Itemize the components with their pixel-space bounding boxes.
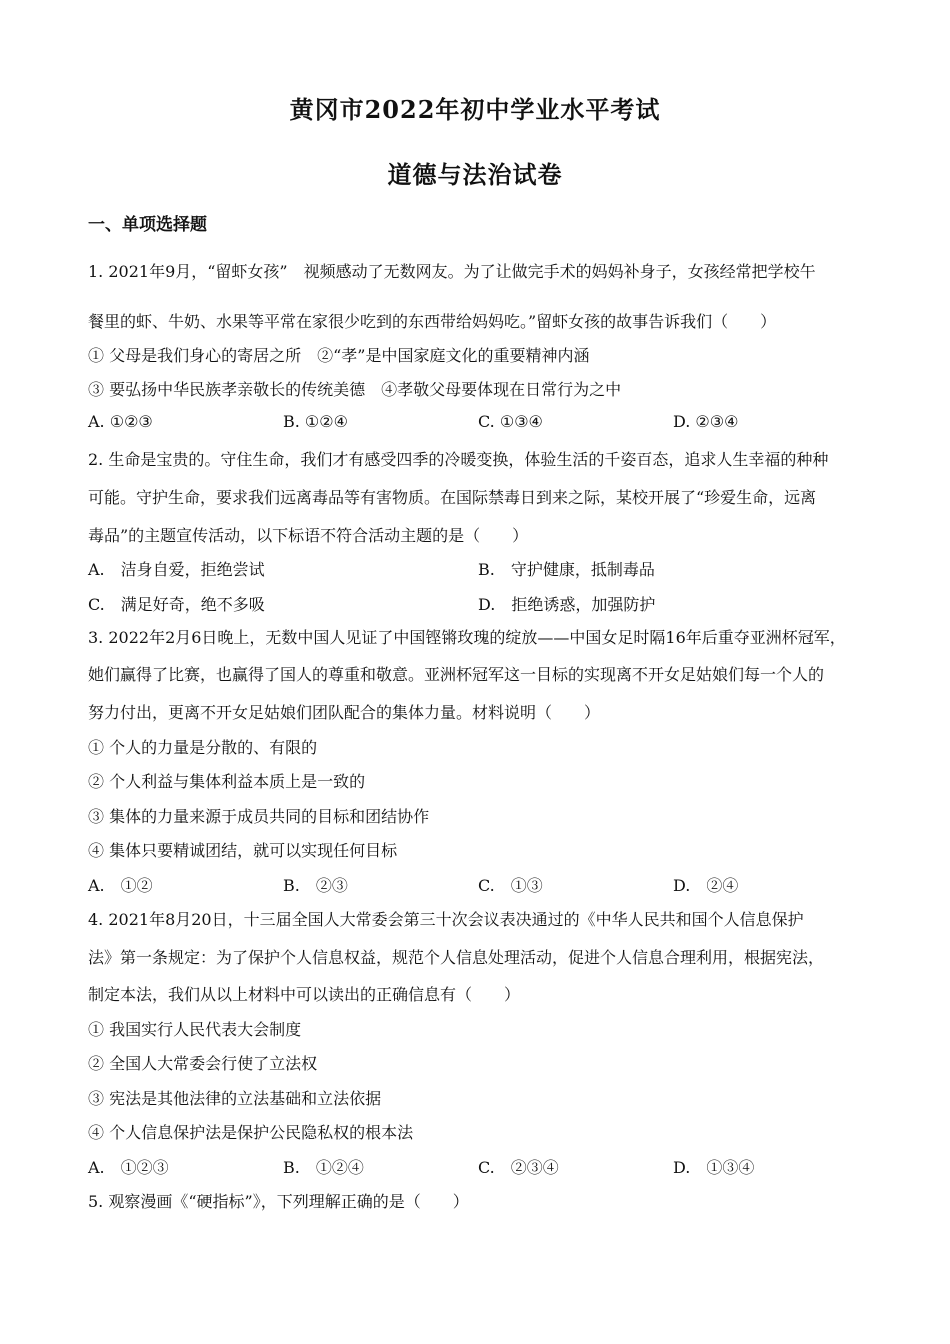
- q4-stem-line2: 法》第一条规定：为了保护个人信息权益，规范个人信息处理活动，促进个人信息合理利用，根据宪法，: [88, 948, 825, 967]
- q4-option-b[interactable]: B. ①②④: [283, 1158, 364, 1177]
- q4-options: [88, 1155, 868, 1178]
- section-heading: 一、单项选择题: [88, 215, 207, 235]
- q2-option-c[interactable]: C. 满足好奇，绝不多吸: [88, 595, 265, 614]
- q5-stem-line1: 5. 观察漫画《“硬指标”》，下列理解正确的是（ ）: [88, 1192, 469, 1211]
- q2-stem-line2: 可能。守护生命，要求我们远离毒品等有害物质。在国际禁毒日到来之际，某校开展了“珍爱生命，远离: [88, 488, 817, 507]
- q1-option-c[interactable]: C. ①③④: [478, 412, 543, 431]
- q2-options-row1: [88, 557, 868, 580]
- q3-stem-line1: 3. 2022年2月6日晚上，无数中国人见证了中国铿锵玫瑰的绽放——中国女足时隔16年后重夺亚洲杯冠军，: [88, 628, 846, 647]
- q3-option-a[interactable]: A. ①②: [88, 876, 153, 895]
- q1-stem-line2: 餐里的虾、牛奶、水果等平常在家很少吃到的东西带给妈妈吃。”留虾女孩的故事告诉我们（ ）: [88, 312, 777, 331]
- q4-option-d[interactable]: D. ①③④: [673, 1158, 755, 1177]
- q3-option-b[interactable]: B. ②③: [283, 876, 348, 895]
- q1-statement-2: ③ 要弘扬中华民族孝亲敬长的传统美德 ④孝敬父母要体现在日常行为之中: [88, 380, 622, 399]
- q3-option-d[interactable]: D. ②④: [673, 876, 739, 895]
- q1-statement-1: ① 父母是我们身心的寄居之所 ②“孝”是中国家庭文化的重要精神内涵: [88, 346, 590, 365]
- q1-options: [88, 412, 868, 431]
- q3-stem-line3: 努力付出，更离不开女足姑娘们团队配合的集体力量。材料说明（ ）: [88, 703, 601, 722]
- q3-statement-4: ④ 集体只要精诚团结，就可以实现任何目标: [88, 841, 398, 860]
- q3-option-c[interactable]: C. ①③: [478, 876, 543, 895]
- q3-statement-2: ② 个人利益与集体利益本质上是一致的: [88, 772, 366, 791]
- q4-statement-3: ③ 宪法是其他法律的立法基础和立法依据: [88, 1089, 382, 1108]
- q1-option-d[interactable]: D. ②③④: [673, 412, 739, 431]
- exam-title: 黄冈市2022年初中学业水平考试: [289, 95, 661, 124]
- q3-options: [88, 873, 868, 896]
- q4-option-a[interactable]: A. ①②③: [88, 1158, 169, 1177]
- q3-statement-3: ③ 集体的力量来源于成员共同的目标和团结协作: [88, 807, 430, 826]
- q2-stem-line3: 毒品”的主题宣传活动，以下标语不符合活动主题的是（ ）: [88, 526, 529, 545]
- q2-option-a[interactable]: A. 洁身自爱，拒绝尝试: [88, 560, 265, 579]
- q2-options-row2: [88, 592, 868, 615]
- q3-stem-line2: 她们赢得了比赛，也赢得了国人的尊重和敬意。亚洲杯冠军这一目标的实现离不开女足姑娘们每一个人的: [88, 665, 825, 684]
- q4-stem-line1: 4. 2021年8月20日，十三届全国人大常委会第三十次会议表决通过的《中华人民共和国个人信息保护: [88, 910, 804, 929]
- q4-statement-4: ④ 个人信息保护法是保护公民隐私权的根本法: [88, 1123, 414, 1142]
- q2-option-b[interactable]: B. 守护健康，抵制毒品: [478, 560, 655, 579]
- exam-subtitle: 道德与法治试卷: [387, 160, 563, 189]
- q2-stem-line1: 2. 生命是宝贵的。守住生命，我们才有感受四季的冷暖变换，体验生活的千姿百态，追求人生幸福的种种: [88, 450, 829, 469]
- q4-option-c[interactable]: C. ②③④: [478, 1158, 559, 1177]
- q2-option-d[interactable]: D. 拒绝诱惑，加强防护: [478, 595, 656, 614]
- q1-option-a[interactable]: A. ①②③: [88, 412, 153, 431]
- q1-option-b[interactable]: B. ①②④: [283, 412, 348, 431]
- q1-stem-line1: 1. 2021年9月，“留虾女孩” 视频感动了无数网友。为了让做完手术的妈妈补身子，女孩经常把学校午: [88, 262, 816, 281]
- q3-statement-1: ① 个人的力量是分散的、有限的: [88, 738, 318, 757]
- q4-statement-2: ② 全国人大常委会行使了立法权: [88, 1054, 318, 1073]
- q4-statement-1: ① 我国实行人民代表大会制度: [88, 1020, 302, 1039]
- q4-stem-line3: 制定本法，我们从以上材料中可以读出的正确信息有（ ）: [88, 985, 521, 1004]
